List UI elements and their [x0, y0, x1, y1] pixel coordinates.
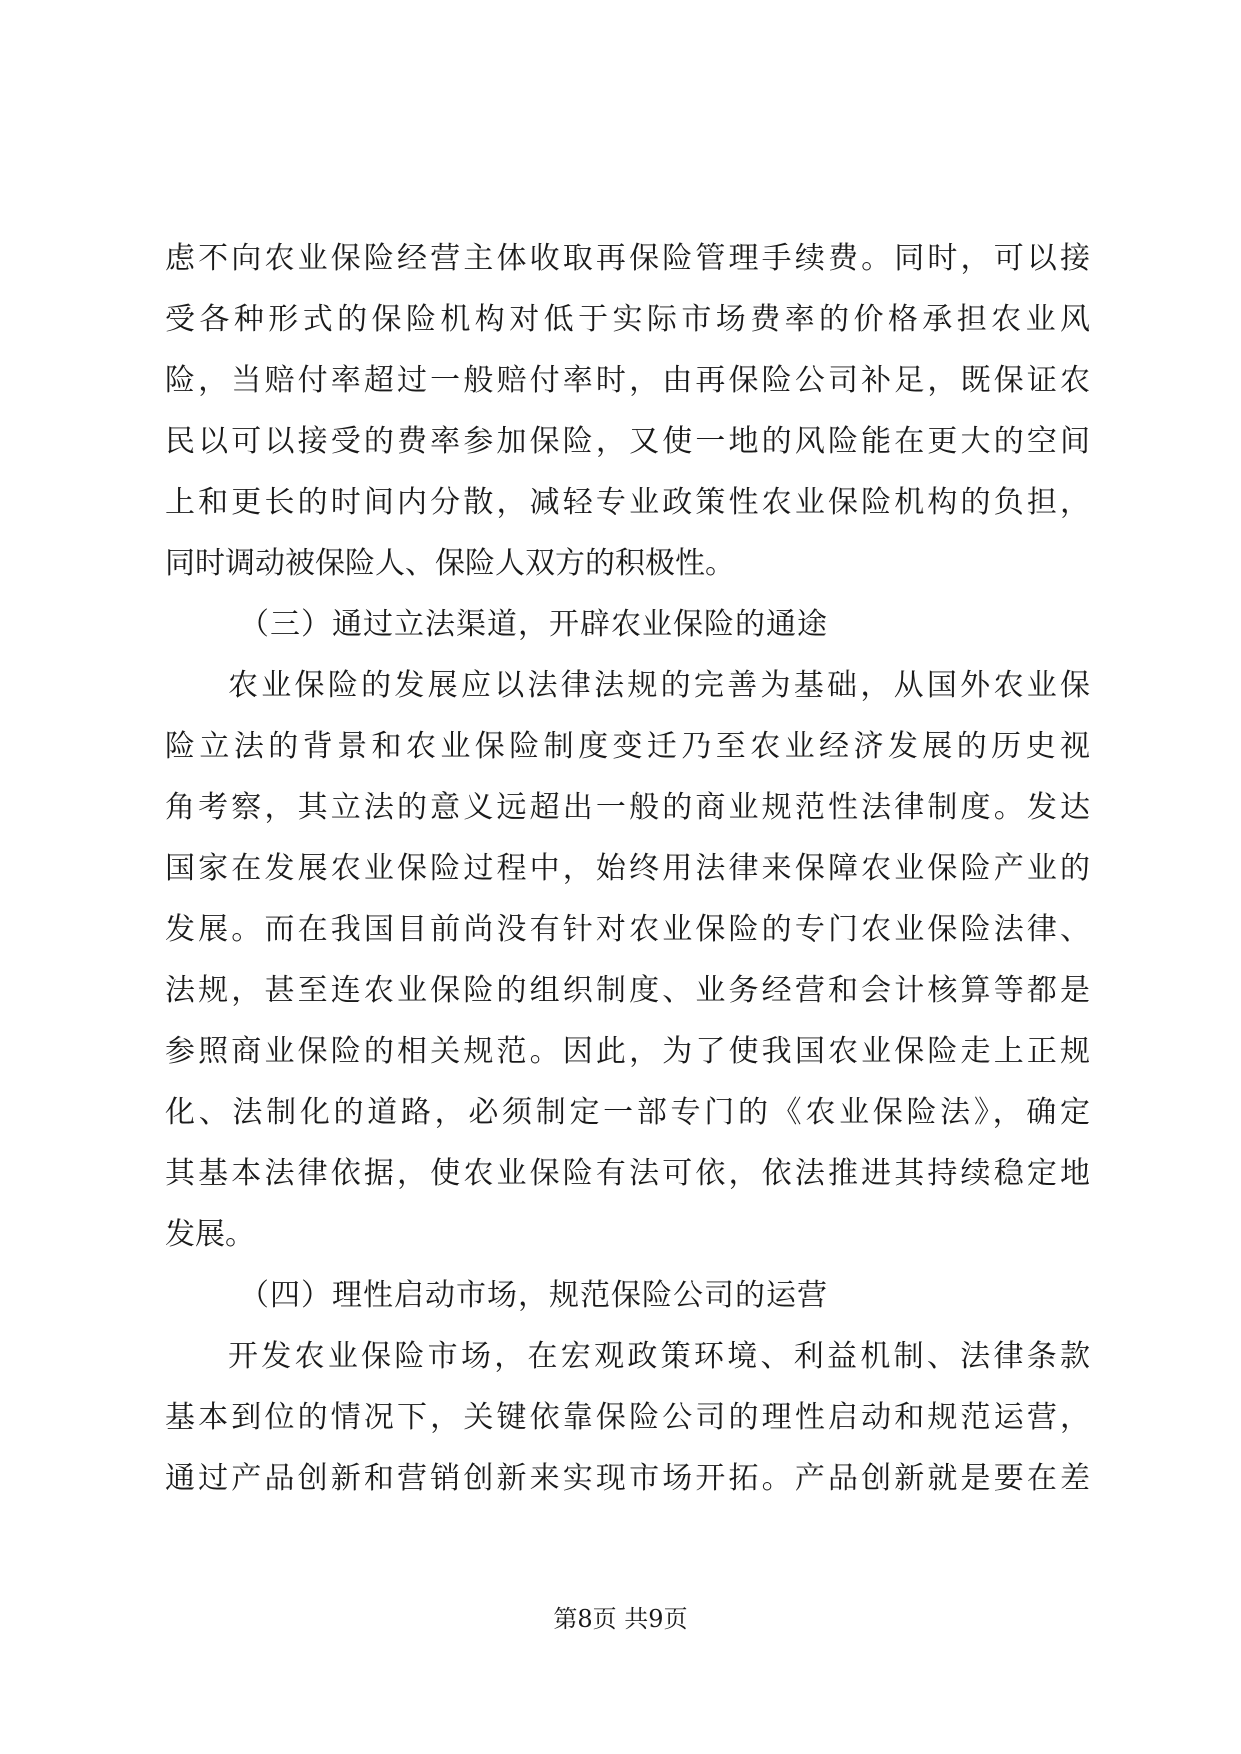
text-line: 险，当赔付率超过一般赔付率时，由再保险公司补足，既保证农: [165, 363, 1090, 398]
section-heading: （四）理性启动市场，规范保险公司的运营: [239, 1278, 828, 1313]
text-line: 险立法的背景和农业保险制度变迁乃至农业经济发展的历史视: [165, 729, 1090, 764]
paragraph: [165, 228, 1090, 594]
paragraph: [165, 1326, 1090, 1509]
text-line: 开发农业保险市场，在宏观政策环境、利益机制、法律条款: [228, 1339, 1090, 1374]
text-line: 化、法制化的道路，必须制定一部专门的《农业保险法》，确定: [165, 1095, 1090, 1130]
text-line: 基本到位的情况下，关键依靠保险公司的理性启动和规范运营，: [165, 1400, 1090, 1435]
text-line: 通过产品创新和营销创新来实现市场开拓。产品创新就是要在差: [165, 1461, 1090, 1496]
text-line: 角考察，其立法的意义远超出一般的商业规范性法律制度。发达: [165, 790, 1090, 825]
document-body: [165, 228, 1090, 1509]
text-line: 同时调动被保险人、保险人双方的积极性。: [165, 546, 735, 581]
text-line: 发展。: [165, 1217, 255, 1252]
text-line: 参照商业保险的相关规范。因此，为了使我国农业保险走上正规: [165, 1034, 1090, 1069]
page-number: 第8页 共9页: [553, 1605, 688, 1633]
section-heading: （三）通过立法渠道，开辟农业保险的通途: [239, 607, 828, 642]
text-line: 国家在发展农业保险过程中，始终用法律来保障农业保险产业的: [165, 851, 1090, 886]
page-footer: [0, 1604, 1241, 1634]
text-line: 农业保险的发展应以法律法规的完善为基础，从国外农业保: [228, 668, 1090, 703]
text-line: 其基本法律依据，使农业保险有法可依，依法推进其持续稳定地: [165, 1156, 1090, 1191]
text-line: 发展。而在我国目前尚没有针对农业保险的专门农业保险法律、: [165, 912, 1090, 947]
text-line: 法规，甚至连农业保险的组织制度、业务经营和会计核算等都是: [165, 973, 1090, 1008]
text-line: 虑不向农业保险经营主体收取再保险管理手续费。同时，可以接: [165, 241, 1090, 276]
text-line: 受各种形式的保险机构对低于实际市场费率的价格承担农业风: [165, 302, 1090, 337]
text-line: 上和更长的时间内分散，减轻专业政策性农业保险机构的负担，: [165, 485, 1090, 520]
text-line: 民以可以接受的费率参加保险，又使一地的风险能在更大的空间: [165, 424, 1090, 459]
paragraph: [165, 655, 1090, 1265]
